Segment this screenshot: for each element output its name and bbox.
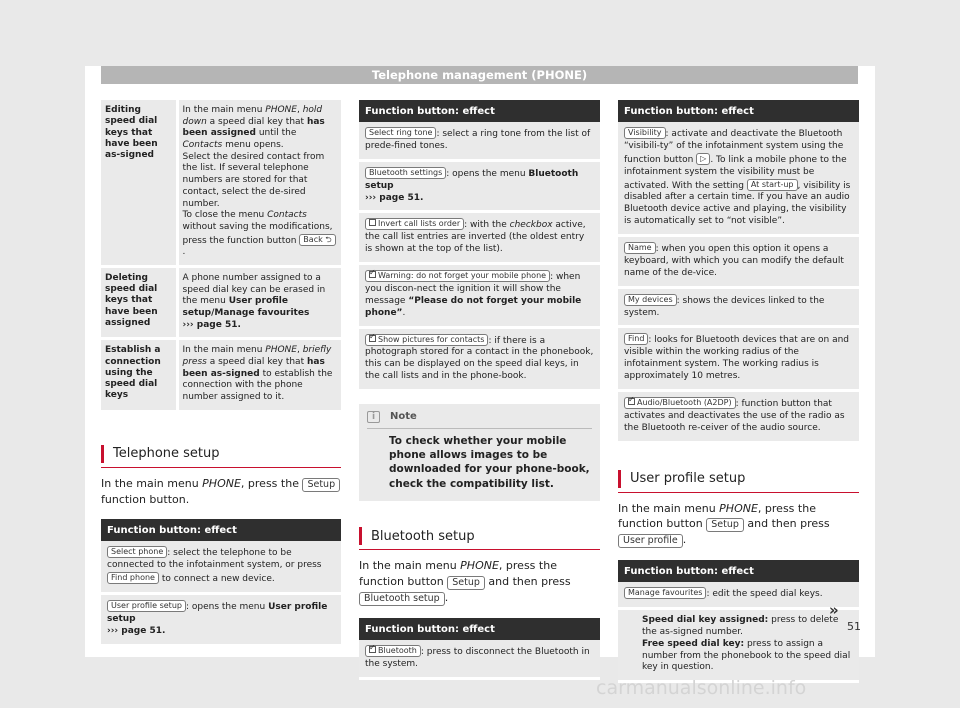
text: , visibility is disabled after a certain time. If you have an audio Bluetooth device active and playing, the visibility is automatically set to “not visible”. <box>624 180 851 227</box>
speed-dial-table <box>101 100 341 413</box>
text: PHONE <box>202 476 241 490</box>
find-phone-button[interactable]: Find phone <box>107 572 159 584</box>
setup-button[interactable]: Setup <box>706 518 744 532</box>
text: briefly press <box>182 345 332 368</box>
table-header: Function button: effect <box>618 560 859 582</box>
table-row <box>359 329 600 393</box>
heading-bar <box>101 445 104 463</box>
text: In the main menu <box>618 501 720 515</box>
text: : edit the speed dial keys. <box>706 589 823 600</box>
text: a speed dial key that <box>206 357 307 368</box>
button-label: Invert call lists order <box>378 219 461 229</box>
text: : shows the devices linked to the system. <box>624 295 825 318</box>
table-row <box>359 162 600 214</box>
text: A phone number assigned to a speed dial key can be erased in the menu <box>182 272 326 307</box>
text: Contacts <box>182 140 223 151</box>
bluetooth-setup-table <box>359 618 600 680</box>
bluetooth-settings-button[interactable]: Bluetooth settings <box>365 167 446 179</box>
section-heading-bluetooth-setup <box>359 527 600 550</box>
heading-text: User profile setup <box>630 470 746 486</box>
find-button[interactable]: Find <box>624 333 648 345</box>
text: : activate and deactivate the Bluetooth “visibili-ty” of the infotainment system using the function button <box>624 129 844 165</box>
text: User profile setup <box>107 602 328 624</box>
text: : looks for Bluetooth devices that are on and visible within the working radius of the infotainment system. The working radius is approximately 10 metres. <box>624 335 850 381</box>
text: until the <box>255 128 297 139</box>
button-label: Bluetooth <box>378 646 417 656</box>
text: PHONE <box>460 559 499 573</box>
button-label: Warning: do not forget your mobile phone <box>378 271 547 280</box>
text: In the main menu <box>101 476 203 490</box>
text: : opens the menu <box>185 602 269 613</box>
page-link[interactable]: ››› page 51. <box>365 192 424 203</box>
watermark: carmanualsonline.info <box>596 677 807 699</box>
text: , press the function button <box>359 559 557 589</box>
table-header: Function button: effect <box>359 618 600 640</box>
text: , <box>296 345 303 356</box>
text: Select the desired contact from the list. If several telephone numbers are stored for that contact, select the de-sired number. <box>182 151 325 209</box>
section-heading-telephone-setup <box>101 445 341 468</box>
table-row <box>618 582 859 610</box>
table-header: Function button: effect <box>101 519 341 541</box>
note-title: Note <box>390 411 417 422</box>
note-header <box>367 410 592 429</box>
table-row <box>618 610 859 683</box>
warning-forget-phone-button[interactable] <box>365 270 550 282</box>
text: : when you open this option it opens a keyboard, with which you can modify the default name of the de-vice. <box>624 244 844 278</box>
text: PHONE <box>719 501 758 515</box>
table-row <box>618 328 859 392</box>
table-row <box>359 640 600 680</box>
text: menu opens. <box>222 140 284 151</box>
text: : select the telephone to be connected to the infotainment system, or press <box>107 548 322 571</box>
table-row <box>101 266 341 338</box>
text: to establish the connection with the phone number assigned to it. <box>182 368 333 403</box>
user-profile-table <box>618 560 859 683</box>
text: In the main menu <box>182 345 266 356</box>
text: checkbox <box>509 220 553 231</box>
audio-bluetooth-button[interactable] <box>624 397 736 409</box>
table-row <box>618 289 859 329</box>
text: PHONE <box>265 345 297 356</box>
telephone-setup-intro <box>101 476 341 508</box>
page-number: 51 <box>847 620 861 633</box>
column-right <box>618 100 859 683</box>
table-header: Function button: effect <box>618 100 859 122</box>
checkbox-checked-icon <box>369 271 376 278</box>
select-ring-tone-button[interactable]: Select ring tone <box>365 127 436 139</box>
text: without saving the modifications, press the function button <box>182 221 333 246</box>
column-middle <box>359 100 600 680</box>
name-button[interactable]: Name <box>624 242 656 254</box>
text: Bluetooth setup <box>365 168 579 191</box>
text: “Please do not forget your mobile phone” <box>365 295 582 318</box>
text: : function button that activates and deactivates the use of the radio as the Bluetooth re-ceiver of the audio source. <box>624 398 845 433</box>
page-title: Telephone management (PHONE) <box>101 66 858 84</box>
text: to connect a new device. <box>158 574 275 585</box>
text: press to assign a number from the phonebook to the speed dial key in question. <box>642 638 851 673</box>
text: : if there is a photograph stored for a contact in the phonebook, this can be displayed on the speed dial keys, in the call lists and in the phone-book. <box>365 335 594 382</box>
user-profile-setup-button[interactable]: User profile setup <box>107 600 186 612</box>
info-icon: i <box>367 411 380 423</box>
select-phone-button[interactable]: Select phone <box>107 546 167 558</box>
text: : press to disconnect the Bluetooth in the system. <box>365 647 590 669</box>
row-value <box>177 339 341 411</box>
table-row <box>101 100 341 266</box>
text: . <box>682 533 687 547</box>
telephone-setup-table <box>101 519 341 646</box>
checkbox-checked-icon <box>369 646 376 653</box>
text: and then press <box>743 517 830 531</box>
text: . <box>402 307 406 318</box>
text: hold down <box>182 105 323 127</box>
text: press to delete the as-signed number. <box>642 614 839 637</box>
text: has been assigned <box>182 116 325 139</box>
heading-bar <box>359 527 362 545</box>
text: a speed dial key that <box>206 116 307 127</box>
setup-button[interactable]: Setup <box>447 576 485 590</box>
page-link[interactable]: ››› page 51. <box>107 625 166 636</box>
text: Contacts <box>267 210 307 221</box>
row-key: Establish a connection using the speed dial keys <box>101 339 177 411</box>
checkbox-checked-icon <box>369 335 376 342</box>
note-box <box>359 404 600 501</box>
heading-text: Bluetooth setup <box>371 528 475 544</box>
table-row <box>101 339 341 411</box>
table-row <box>618 392 859 444</box>
visibility-button[interactable]: Visibility <box>624 127 666 139</box>
heading-text: Telephone setup <box>113 446 220 462</box>
text: : opens the menu <box>446 168 529 179</box>
column-left <box>101 100 341 647</box>
row-key: Deleting speed dial keys that have been assigned <box>101 266 177 338</box>
bluetooth-toggle-button[interactable] <box>365 645 421 657</box>
text: In the main menu <box>182 105 266 115</box>
back-button[interactable]: Back ⮌ <box>299 234 335 246</box>
text: . To link a mobile phone to the infotainment system the visibility must be activated. With the setting <box>624 154 847 191</box>
row-value <box>177 100 341 266</box>
text: . <box>444 591 449 605</box>
user-profile-intro <box>618 501 859 549</box>
table-row <box>359 122 600 162</box>
button-label: Audio/Bluetooth (A2DP) <box>637 397 732 407</box>
my-devices-button[interactable]: My devices <box>624 294 677 306</box>
text: function button. <box>101 492 190 506</box>
page-link[interactable]: ››› page 51. <box>182 319 241 330</box>
show-pictures-button[interactable] <box>365 334 488 346</box>
play-icon[interactable]: ▷ <box>696 153 710 165</box>
continue-arrow-icon: » <box>829 601 839 619</box>
table-row <box>618 122 859 237</box>
text: and then press <box>484 575 571 589</box>
phone-functions-table <box>359 100 600 392</box>
at-start-up-button[interactable]: At start-up <box>747 179 798 191</box>
text: , <box>296 105 303 115</box>
row-value <box>177 266 341 338</box>
text: To close the menu <box>182 210 268 221</box>
text: . <box>182 247 186 258</box>
table-header: Function button: effect <box>359 100 600 122</box>
setup-button[interactable]: Setup <box>302 478 340 492</box>
table-row <box>359 265 600 329</box>
text: : with the <box>464 220 510 231</box>
text: PHONE <box>265 105 297 115</box>
checkbox-checked-icon <box>628 398 635 405</box>
text: User profile setup/Manage favourites <box>182 296 310 318</box>
text: : when you discon-nect the ignition it will show the message <box>365 272 581 306</box>
text: : select a ring tone from the list of prede-fined tones. <box>365 129 591 151</box>
bluetooth-setup-button[interactable]: Bluetooth setup <box>359 592 445 606</box>
table-row <box>101 595 341 647</box>
text: active, the call list entries are inverted (the oldest entry is shown at the top of the list). <box>365 220 586 255</box>
table-row <box>359 213 600 265</box>
table-row <box>101 541 341 595</box>
table-row <box>618 237 859 289</box>
text: has been as-signed <box>182 357 325 379</box>
row-key: Editing speed dial keys that have been as-signed <box>101 100 177 266</box>
note-text: To check whether your mobile phone allows images to be downloaded for your phone-book, check the compatibility list. <box>389 434 590 490</box>
section-heading-user-profile-setup <box>618 470 859 493</box>
user-profile-button[interactable]: User profile <box>618 534 683 548</box>
text: Speed dial key assigned: <box>642 614 769 625</box>
text: , press the function button <box>618 501 816 531</box>
invert-call-lists-order-button[interactable] <box>365 218 464 230</box>
text: Free speed dial key: <box>642 638 745 649</box>
heading-bar <box>618 470 621 488</box>
manage-favourites-button[interactable]: Manage favourites <box>624 587 706 599</box>
bluetooth-functions-table <box>618 100 859 444</box>
checkbox-icon <box>369 219 376 226</box>
text: In the main menu <box>359 559 461 573</box>
button-label: Show pictures for contacts <box>378 334 485 344</box>
bluetooth-setup-intro <box>359 558 600 606</box>
text: , press the <box>240 476 303 490</box>
